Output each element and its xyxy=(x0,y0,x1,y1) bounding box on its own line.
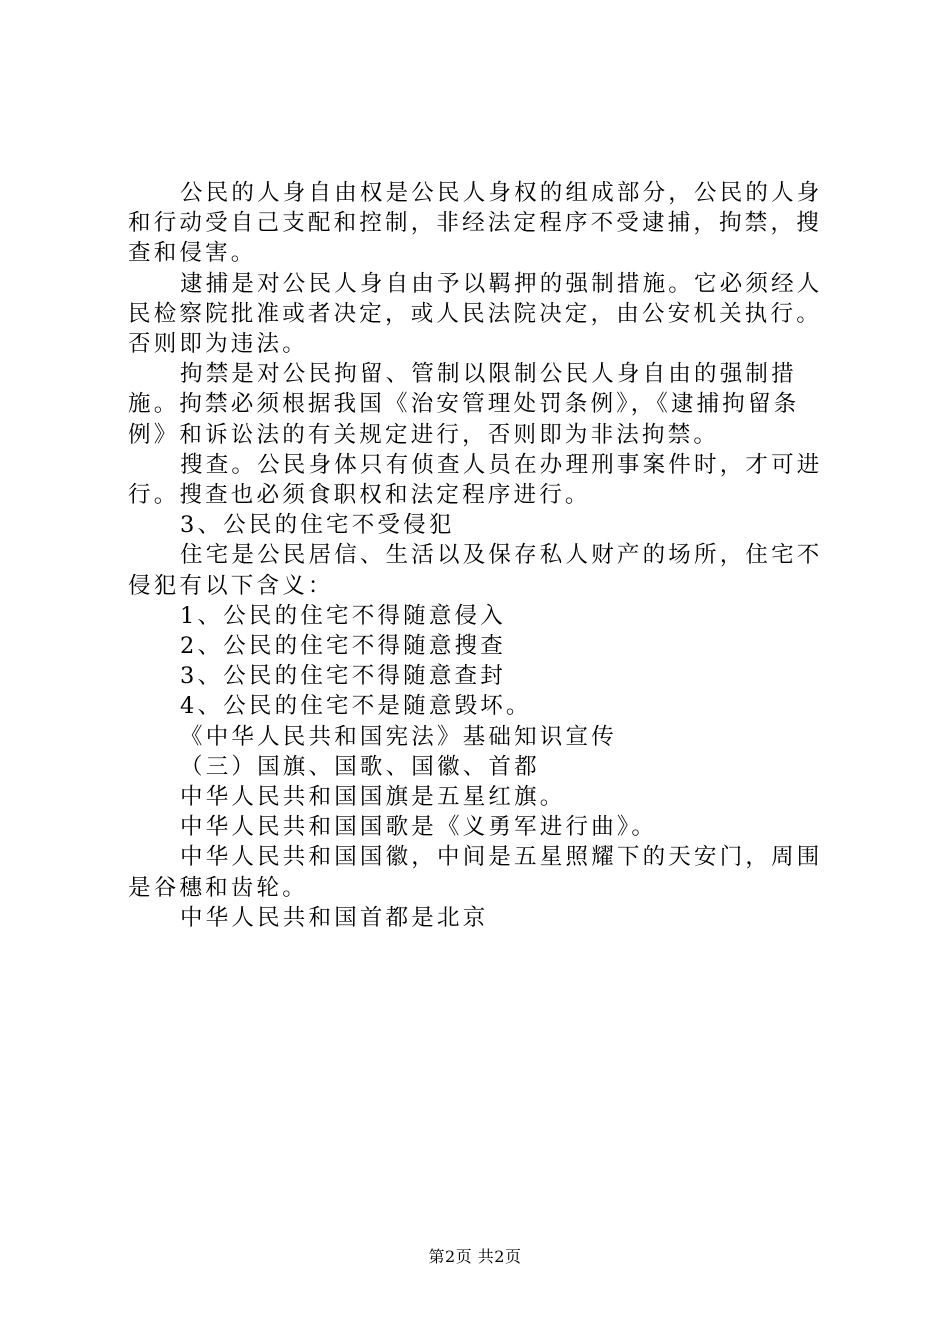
list-item: 1、公民的住宅不得随意侵入 xyxy=(180,602,506,629)
section-heading: 3、公民的住宅不受侵犯 xyxy=(180,512,455,539)
paragraph: 公民的人身自由权是公民人身权的组成部分，公民的人身和行动受自己支配和控制，非经法定程序不受逮捕，拘禁，搜查和侵害。 xyxy=(128,180,823,267)
paragraph: 中华人民共和国首都是北京 xyxy=(180,904,489,931)
paragraph: 住宅是公民居信、生活以及保存私人财产的场所，住宅不侵犯有以下含义： xyxy=(128,542,823,599)
paragraph: 中华人民共和国国徽，中间是五星照耀下的天安门，周围是谷穗和齿轮。 xyxy=(128,844,823,901)
paragraph: 中华人民共和国国歌是《义勇军进行曲》。 xyxy=(180,814,658,841)
document-body xyxy=(128,178,838,933)
paragraph: 搜查。公民身体只有侦查人员在办理刑事案件时，才可进行。搜查也必须食职权和法定程序进行。 xyxy=(128,451,823,509)
page-footer xyxy=(0,1244,950,1267)
section-heading: 《中华人民共和国宪法》基础知识宣传 xyxy=(180,723,617,750)
list-item: 2、公民的住宅不得随意搜查 xyxy=(180,633,506,660)
paragraph: 拘禁是对公民拘留、管制以限制公民人身自由的强制措施。拘禁必须根据我国《治安管理处罚条例》，《逮捕拘留条例》和诉讼法的有关规定进行，否则即为非法拘禁。 xyxy=(128,361,800,448)
paragraph: 逮捕是对公民人身自由予以羁押的强制措施。它必须经人民检察院批准或者决定，或人民法院决定，由公安机关执行。否则即为违法。 xyxy=(128,270,823,358)
paragraph: 中华人民共和国国旗是五星红旗。 xyxy=(180,784,566,811)
page-number: 第2页 共2页 xyxy=(428,1247,522,1266)
list-item: 4、公民的住宅不是随意毁坏。 xyxy=(180,693,532,720)
list-item: 3、公民的住宅不得随意查封 xyxy=(180,663,506,690)
section-heading: （三）国旗、国歌、国徽、首都 xyxy=(180,753,540,780)
